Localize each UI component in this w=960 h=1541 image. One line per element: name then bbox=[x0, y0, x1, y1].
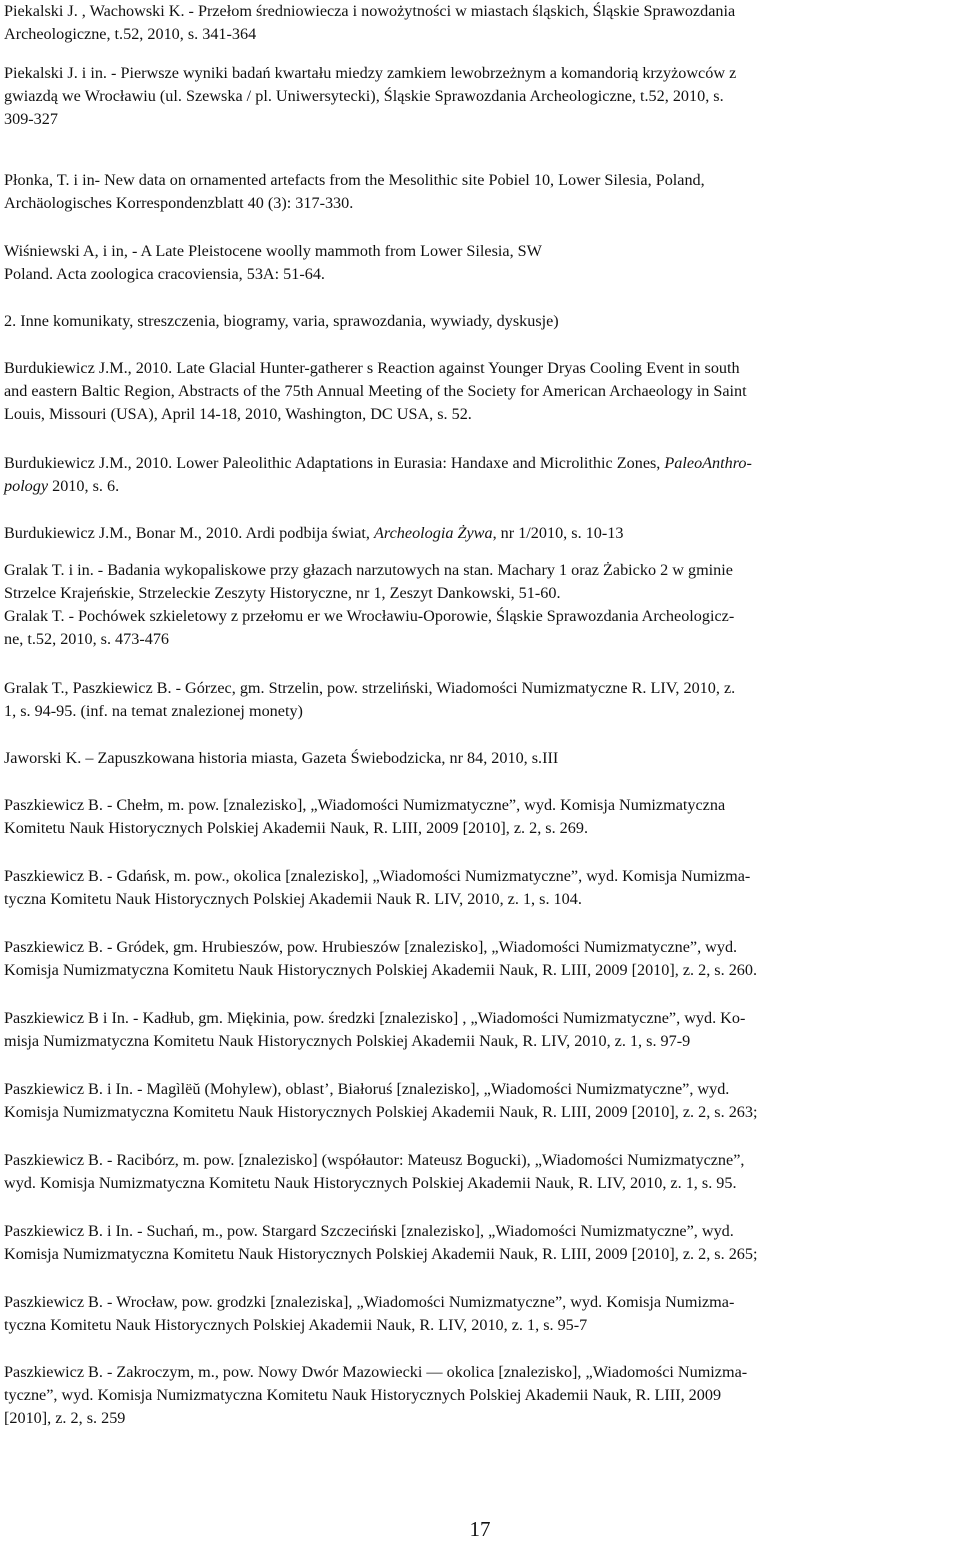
entry-text: 2010, s. 6. bbox=[48, 477, 120, 495]
entry-line: 309-327 bbox=[4, 110, 58, 128]
entry-line: Gralak T. - Pochówek szkieletowy z przełomu er we Wrocławiu-Oporowie, Śląskie Sprawozdania Archeologicz- bbox=[4, 607, 735, 625]
entry-line: Piekalski J. , Wachowski K. - Przełom średniowiecza i nowożytności w miastach śląskich, Śląskie Sprawozdania bbox=[4, 2, 736, 20]
bibliography-entry bbox=[4, 1291, 956, 1337]
bibliography-entry bbox=[4, 1361, 956, 1430]
bibliography-entry bbox=[4, 357, 956, 426]
bibliography-entry bbox=[4, 1220, 956, 1266]
entry-line: wyd. Komisja Numizmatyczna Komitetu Nauk Historycznych Polskiej Akademii Nauk, R. LIV, 2010, z. 1, s. 95. bbox=[4, 1174, 737, 1192]
entry-line: Gralak T., Paszkiewicz B. - Górzec, gm. Strzelin, pow. strzeliński, Wiadomości Numizmatyczne R. LIV, 2010, z. bbox=[4, 679, 736, 697]
bibliography-entry bbox=[4, 865, 956, 911]
bibliography-entry bbox=[4, 559, 956, 651]
entry-line: tyczna Komitetu Nauk Historycznych Polskiej Akademii Nauk R. LIV, 2010, z. 1, s. 104. bbox=[4, 890, 582, 908]
entry-line bbox=[4, 452, 956, 475]
entry-line: Paszkiewicz B. - Wrocław, pow. grodzki [znaleziska], „Wiadomości Numizmatyczne”, wyd. Komisja Numizma- bbox=[4, 1293, 735, 1311]
journal-title: pology bbox=[4, 477, 49, 495]
journal-title: Archeologia Żywa bbox=[374, 524, 493, 542]
bibliography-entry bbox=[4, 794, 956, 840]
entry-line: gwiazdą we Wrocławiu (ul. Szewska / pl. Uniwersytecki), Śląskie Sprawozdania Archeologiczne, t.52, 2010, s. bbox=[4, 87, 724, 105]
journal-title: PaleoAnthro- bbox=[664, 454, 752, 472]
entry-line: [2010], z. 2, s. 259 bbox=[4, 1409, 126, 1427]
bibliography-entry bbox=[4, 677, 956, 723]
entry-line: and eastern Baltic Region, Abstracts of the 75th Annual Meeting of the Society for American Archaeology in Saint bbox=[4, 382, 747, 400]
entry-line bbox=[4, 475, 956, 498]
entry-line: Paszkiewicz B. - Gdańsk, m. pow., okolica [znalezisko], „Wiadomości Numizmatyczne”, wyd. Komisja Numizma- bbox=[4, 867, 751, 885]
entry-text: Burdukiewicz J.M., 2010. Lower Paleolithic Adaptations in Eurasia: Handaxe and Microlithic Zones, bbox=[4, 454, 665, 472]
bibliography-entry bbox=[4, 169, 956, 215]
bibliography-entry bbox=[4, 62, 956, 131]
entry-line: Paszkiewicz B. i In. - Magìlëŭ (Mohylew), oblast’, Białoruś [znalezisko], „Wiadomości Numizmatyczne”, wyd. bbox=[4, 1080, 730, 1098]
entry-line: Paszkiewicz B i In. - Kadłub, gm. Miękinia, pow. średzki [znalezisko] , „Wiadomości Numizmatyczne”, wyd. Ko- bbox=[4, 1009, 746, 1027]
bibliography-entry bbox=[4, 452, 956, 498]
entry-line: Louis, Missouri (USA), April 14-18, 2010, Washington, DC USA, s. 52. bbox=[4, 405, 472, 423]
bibliography-entry bbox=[4, 1078, 956, 1124]
entry-line: Paszkiewicz B. - Zakroczym, m., pow. Nowy Dwór Mazowiecki — okolica [znalezisko], „Wiadomości Numizma- bbox=[4, 1363, 748, 1381]
entry-line: Komisja Numizmatyczna Komitetu Nauk Historycznych Polskiej Akademii Nauk, R. LIII, 2009 [2010], z. 2, s. 260. bbox=[4, 961, 758, 979]
entry-line: Jaworski K. – Zapuszkowana historia miasta, Gazeta Świebodzicka, nr 84, 2010, s.III bbox=[4, 749, 559, 767]
bibliography-entry bbox=[4, 1007, 956, 1053]
entry-line: Paszkiewicz B. - Chełm, m. pow. [znalezisko], „Wiadomości Numizmatyczne”, wyd. Komisja Numizmatyczna bbox=[4, 796, 726, 814]
entry-line: tyczne”, wyd. Komisja Numizmatyczna Komitetu Nauk Historycznych Polskiej Akademii Nauk, R. LIII, 2009 bbox=[4, 1386, 722, 1404]
bibliography-entry bbox=[4, 1149, 956, 1195]
entry-line bbox=[4, 522, 956, 545]
entry-text: Burdukiewicz J.M., Bonar M., 2010. Ardi podbija świat, bbox=[4, 524, 375, 542]
document-page bbox=[4, 0, 956, 1541]
bibliography-entry bbox=[4, 0, 956, 46]
entry-line: Strzelce Krajeńskie, Strzeleckie Zeszyty Historyczne, nr 1, Zeszyt Dankowski, 51-60. bbox=[4, 584, 561, 602]
entry-line: Gralak T. i in. - Badania wykopaliskowe przy głazach narzutowych na stan. Machary 1 oraz Żabicko 2 w gminie bbox=[4, 561, 733, 579]
entry-line: 1, s. 94-95. (inf. na temat znalezionej monety) bbox=[4, 702, 303, 720]
bibliography-entry bbox=[4, 240, 956, 286]
bibliography-entry bbox=[4, 936, 956, 982]
entry-text: , nr 1/2010, s. 10-13 bbox=[492, 524, 624, 542]
entry-line: Poland. Acta zoologica cracoviensia, 53A: 51-64. bbox=[4, 265, 325, 283]
entry-line: Wiśniewski A, i in, - A Late Pleistocene woolly mammoth from Lower Silesia, SW bbox=[4, 242, 542, 260]
page-number: 17 bbox=[469, 1517, 491, 1541]
entry-line: Paszkiewicz B. i In. - Suchań, m., pow. Stargard Szczeciński [znalezisko], „Wiadomości Numizmatyczne”, wyd. bbox=[4, 1222, 734, 1240]
entry-line: Paszkiewicz B. - Gródek, gm. Hrubieszów, pow. Hrubieszów [znalezisko], „Wiadomości Numizmatyczne”, wyd. bbox=[4, 938, 738, 956]
section-heading: 2. Inne komunikaty, streszczenia, biogramy, varia, sprawozdania, wywiady, dyskusje) bbox=[4, 312, 559, 330]
entry-line: Piekalski J. i in. - Pierwsze wyniki badań kwartału miedzy zamkiem lewobrzeżnym a komandorią krzyżowców z bbox=[4, 64, 737, 82]
entry-line: Komisja Numizmatyczna Komitetu Nauk Historycznych Polskiej Akademii Nauk, R. LIII, 2009 [2010], z. 2, s. 263; bbox=[4, 1103, 758, 1121]
bibliography-entry bbox=[4, 522, 956, 545]
entry-line: Archäologisches Korrespondenzblatt 40 (3): 317-330. bbox=[4, 194, 354, 212]
entry-line: Płonka, T. i in- New data on ornamented artefacts from the Mesolithic site Pobiel 10, Lower Silesia, Poland, bbox=[4, 171, 705, 189]
entry-line: Paszkiewicz B. - Racibórz, m. pow. [znalezisko] (współautor: Mateusz Bogucki), „Wiadomości Numizmatyczne”, bbox=[4, 1151, 745, 1169]
entry-line: ne, t.52, 2010, s. 473-476 bbox=[4, 630, 170, 648]
entry-line: Komisja Numizmatyczna Komitetu Nauk Historycznych Polskiej Akademii Nauk, R. LIII, 2009 [2010], z. 2, s. 265; bbox=[4, 1245, 758, 1263]
entry-line: Komitetu Nauk Historycznych Polskiej Akademii Nauk, R. LIII, 2009 [2010], z. 2, s. 269. bbox=[4, 819, 589, 837]
entry-line: Archeologiczne, t.52, 2010, s. 341-364 bbox=[4, 25, 257, 43]
entry-line: tyczna Komitetu Nauk Historycznych Polskiej Akademii Nauk, R. LIV, 2010, z. 1, s. 95-7 bbox=[4, 1316, 588, 1334]
entry-line: misja Numizmatyczna Komitetu Nauk Historycznych Polskiej Akademii Nauk, R. LIV, 2010, z. 1, s. 97-9 bbox=[4, 1032, 691, 1050]
entry-line: Burdukiewicz J.M., 2010. Late Glacial Hunter-gatherer s Reaction against Younger Dryas Cooling Event in south bbox=[4, 359, 740, 377]
bibliography-entry bbox=[4, 747, 956, 770]
